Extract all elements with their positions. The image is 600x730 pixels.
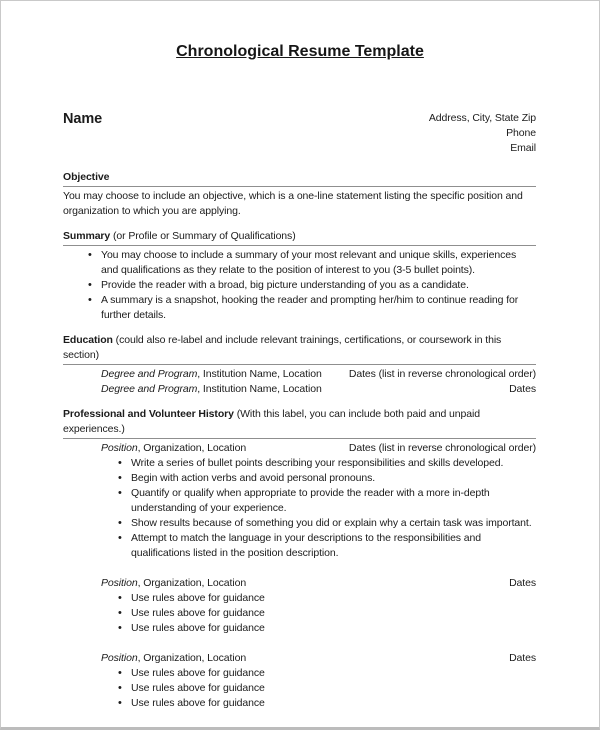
objective-heading [63,170,536,187]
list-item: • Show results because of something you did or explain why a certain task was important. [63,516,536,531]
list-item: • A summary is a snapshot, hooking the reader and prompting her/him to continue reading for further details. [63,293,536,323]
summary-heading-label: Summary [63,230,111,242]
contact-phone: Phone [506,127,536,139]
education-entry [63,367,536,382]
list-item: • Use rules above for guidance [63,666,536,681]
list-item: • Write a series of bullet points describing your responsibilities and skills developed. [63,456,536,471]
header-block [63,111,536,156]
list-item: • You may choose to include a summary of your most relevant and unique skills, experiences and qualifications as they relate to the position of interest to you (3-5 bullet points). [63,248,536,278]
position-bullet-list [63,456,536,561]
list-item: • Provide the reader with a broad, big picture understanding of you as a candidate. [63,278,536,293]
objective-body: You may choose to include an objective, which is a one-line statement listing the specific position and organization to which you are applying. [63,190,523,217]
name-heading: Name [63,111,103,127]
section-objective [63,170,536,219]
education-heading-note: (could also re-label and include relevant trainings, certifications, or coursework in this section) [63,334,502,361]
position-bullet-list [63,666,536,711]
list-item: • Use rules above for guidance [63,621,536,636]
objective-heading-label: Objective [63,171,110,183]
education-heading-label: Education [63,334,113,346]
list-item: • Quantify or qualify when appropriate to provide the reader with a more in-depth understanding of your experience. [63,486,536,516]
list-item: • Use rules above for guidance [63,681,536,696]
degree-line: Degree and Program, Institution Name, Location [101,368,322,380]
history-heading [63,407,536,439]
position-entry [63,651,536,711]
summary-heading-note: (or Profile or Summary of Qualifications) [110,230,296,242]
contact-address: Address, City, State Zip [428,112,536,124]
education-heading [63,333,536,365]
position-title-line: Position, Organization, Location Dates (list in reverse chronological order) [101,442,536,454]
entry-dates: Dates (list in reverse chronological order) [348,368,536,380]
section-summary [63,229,536,323]
document-title: Chronological Resume Template [176,43,424,60]
position-title-line: Position, Organization, Location Dates [101,577,536,589]
summary-heading [63,229,536,246]
list-item: • Begin with action verbs and avoid personal pronouns. [63,471,536,486]
list-item: • Attempt to match the language in your descriptions to the responsibilities and qualifications listed in the position description. [63,531,536,561]
education-entry [63,382,536,397]
list-item: • Use rules above for guidance [63,696,536,711]
position-bullet-list [63,591,536,636]
history-heading-label: Professional and Volunteer History [63,408,234,420]
entry-dates: Dates [509,383,536,395]
entry-dates: Dates (list in reverse chronological order) [348,442,536,454]
document-body [1,111,599,711]
list-item: • Use rules above for guidance [63,591,536,606]
section-education [63,333,536,397]
summary-bullet-list [63,248,536,323]
entry-dates: Dates [509,577,536,589]
section-history [63,407,536,711]
list-item: • Use rules above for guidance [63,606,536,621]
contact-block [429,111,536,156]
position-entry [63,441,536,561]
history-heading-note: (With this label, you can include both paid and unpaid experiences.) [63,408,480,435]
contact-email: Email [510,142,536,154]
entry-dates: Dates [509,652,536,664]
position-entry [63,576,536,636]
degree-line: Degree and Program, Institution Name, Location [101,383,322,395]
position-title-line: Position, Organization, Location Dates [101,652,536,664]
